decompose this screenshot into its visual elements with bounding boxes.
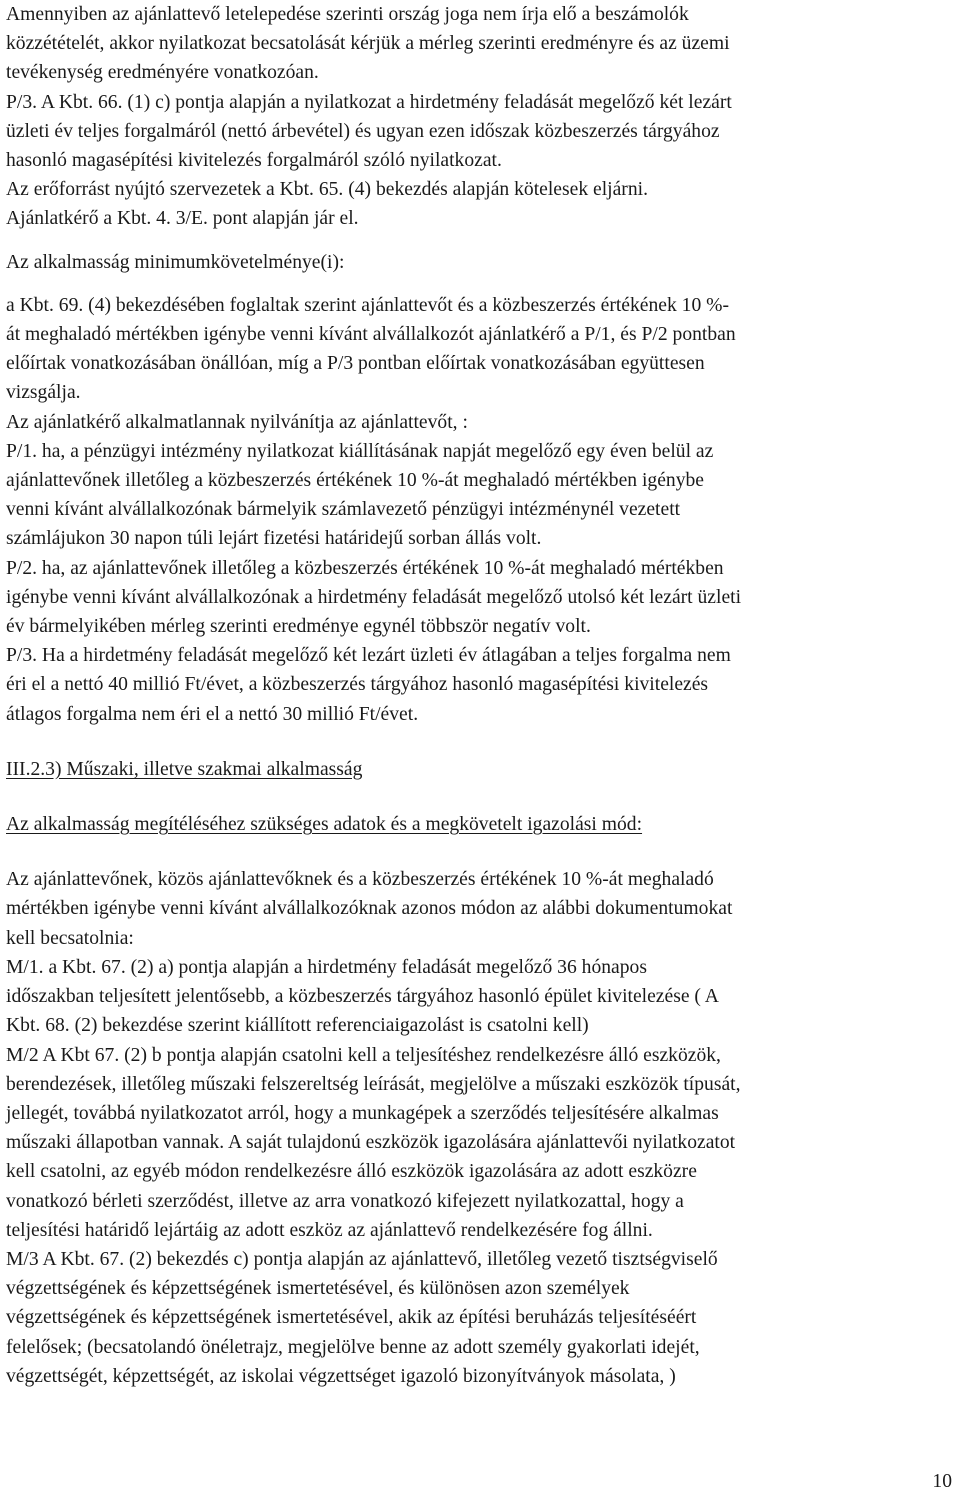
document-page bbox=[6, 0, 956, 1391]
spacer bbox=[6, 839, 956, 865]
text-line: Az ajánlatkérő alkalmatlannak nyilvánítja az ajánlattevőt, : bbox=[6, 411, 468, 433]
text-line: kell becsatolnia: bbox=[6, 927, 134, 949]
text-line: berendezések, illetőleg műszaki felszereltség leírását, megjelölve a műszaki eszközök típusát, bbox=[6, 1073, 741, 1095]
text-line: M/3 A Kbt. 67. (2) bekezdés c) pontja alapján az ajánlattevő, illetőleg vezető tisztségviselő bbox=[6, 1248, 718, 1270]
text-line: M/2 A Kbt 67. (2) b pontja alapján csatolni kell a teljesítéshez rendelkezésre álló eszközök, bbox=[6, 1044, 721, 1066]
text-line: tevékenység eredményére vonatkozóan. bbox=[6, 62, 319, 84]
text-line: kell csatolni, az egyéb módon rendelkezésre álló eszközök igazolására az adott eszközre bbox=[6, 1161, 697, 1183]
text-line: át meghaladó mértékben igénybe venni kívánt alvállalkozót ajánlatkérő a P/1, és P/2 pontban bbox=[6, 324, 736, 346]
text-line: P/2. ha, az ajánlattevőnek illetőleg a közbeszerzés értékének 10 %-át meghaladó mértékben bbox=[6, 557, 724, 579]
section-subtitle: Az alkalmasság megítéléséhez szükséges adatok és a megkövetelt igazolási mód: bbox=[6, 814, 643, 836]
text-line: vizsgálja. bbox=[6, 382, 81, 404]
text-line: Az ajánlattevőnek, közös ajánlattevőknek és a közbeszerzés értékének 10 %-át meghaladó bbox=[6, 869, 714, 891]
text-line: P/1. ha, a pénzügyi intézmény nyilatkozat kiállításának napját megelőző egy éven belül az bbox=[6, 440, 714, 462]
minimum-requirements-heading: Az alkalmasság minimumkövetelménye(i): bbox=[6, 251, 345, 273]
text-line: végzettségének és képzettségének ismertetésével, és különösen azon személyek bbox=[6, 1278, 630, 1300]
text-line: előírtak vonatkozásában önállóan, míg a P/3 pontban előírtak vonatkozásában együttesen bbox=[6, 353, 705, 375]
text-line: üzleti év teljes forgalmáról (nettó árbevétel) és ugyan ezen időszak közbeszerzés tárgyához bbox=[6, 120, 720, 142]
spacer bbox=[6, 729, 956, 755]
text-line: számlájukon 30 napon túli lejárt fizetési határidejű sorban állás volt. bbox=[6, 528, 542, 550]
text-line: végzettségét, képzettségét, az iskolai végzettséget igazoló bizonyítványok másolata, ) bbox=[6, 1365, 676, 1387]
spacer bbox=[6, 277, 956, 291]
text-line: igénybe venni kívánt alvállalkozónak a hirdetmény feladását megelőző utolsó két lezárt üzleti bbox=[6, 586, 742, 608]
text-line: végzettségének és képzettségének ismertetésével, akik az építési beruházás teljesítéséért bbox=[6, 1307, 697, 1329]
section-title: III.2.3) Műszaki, illetve szakmai alkalmasság bbox=[6, 758, 363, 780]
text-line: P/3. Ha a hirdetmény feladását megelőző két lezárt üzleti év átlagában a teljes forgalma nem bbox=[6, 645, 731, 667]
text-line: év bármelyikében mérleg szerinti eredménye egynél többször negatív volt. bbox=[6, 616, 591, 638]
text-line: éri el a nettó 40 millió Ft/évet, a közbeszerzés tárgyához hasonló magasépítési kivitelezés bbox=[6, 674, 709, 696]
text-line: M/1. a Kbt. 67. (2) a) pontja alapján a hirdetmény feladását megelőző 36 hónapos bbox=[6, 956, 647, 978]
paragraph-block-2 bbox=[6, 291, 956, 729]
text-line: teljesítési határidő lejártáig az adott eszköz az ajánlattevő rendelkezésére fog állni. bbox=[6, 1219, 653, 1241]
spacer bbox=[6, 784, 956, 810]
text-line: időszakban teljesített jelentősebb, a közbeszerzés tárgyához hasonló épület kivitelezése ( A bbox=[6, 986, 719, 1008]
spacer bbox=[6, 234, 956, 248]
text-line: Amennyiben az ajánlattevő letelepedése szerinti ország joga nem írja elő a beszámolók bbox=[6, 4, 689, 25]
text-line: mértékben igénybe venni kívánt alvállalkozóknak azonos módon az alábbi dokumentumokat bbox=[6, 898, 733, 920]
text-line: vonatkozó bérleti szerződést, illetve az arra vonatkozó kifejezett nyilatkozattal, hogy a bbox=[6, 1190, 684, 1212]
paragraph-block-1 bbox=[6, 0, 956, 234]
text-line: átlagos forgalma nem éri el a nettó 30 millió Ft/évet. bbox=[6, 703, 419, 725]
text-line: a Kbt. 69. (4) bekezdésében foglaltak szerint ajánlattevőt és a közbeszerzés értékének 10 %- bbox=[6, 294, 730, 316]
text-line: műszaki állapotban vannak. A saját tulajdonú eszközök igazolására ajánlattevői nyilatkozatot bbox=[6, 1132, 736, 1154]
paragraph-block-3 bbox=[6, 865, 956, 1391]
text-line: P/3. A Kbt. 66. (1) c) pontja alapján a nyilatkozat a hirdetmény feladását megelőző két lezárt bbox=[6, 91, 732, 113]
text-line: hasonló magasépítési kivitelezés forgalmáról szóló nyilatkozat. bbox=[6, 150, 502, 172]
text-line: Az erőforrást nyújtó szervezetek a Kbt. 65. (4) bekezdés alapján kötelesek eljárni. bbox=[6, 179, 648, 201]
text-line: felelősek; (becsatolandó önéletrajz, megjelölve benne az adott személy gyakorlati idejét, bbox=[6, 1336, 700, 1358]
text-line: venni kívánt alvállalkozónak bármelyik számlavezető pénzügyi intézménynél vezetett bbox=[6, 499, 681, 521]
text-line: közzétételét, akkor nyilatkozat becsatolását kérjük a mérleg szerinti eredményre és az üzemi bbox=[6, 33, 730, 55]
page-number: 10 bbox=[932, 1471, 952, 1492]
text-line: ajánlattevőnek illetőleg a közbeszerzés értékének 10 %-át meghaladó mértékben igénybe bbox=[6, 470, 704, 492]
text-line: Kbt. 68. (2) bekezdése szerint kiállított referenciaigazolást is csatolni kell) bbox=[6, 1015, 589, 1037]
text-line: jellegét, továbbá nyilatkozatot arról, hogy a munkagépek a szerződés teljesítésére alkalmas bbox=[6, 1102, 719, 1124]
text-line: Ajánlatkérő a Kbt. 4. 3/E. pont alapján jár el. bbox=[6, 208, 359, 230]
